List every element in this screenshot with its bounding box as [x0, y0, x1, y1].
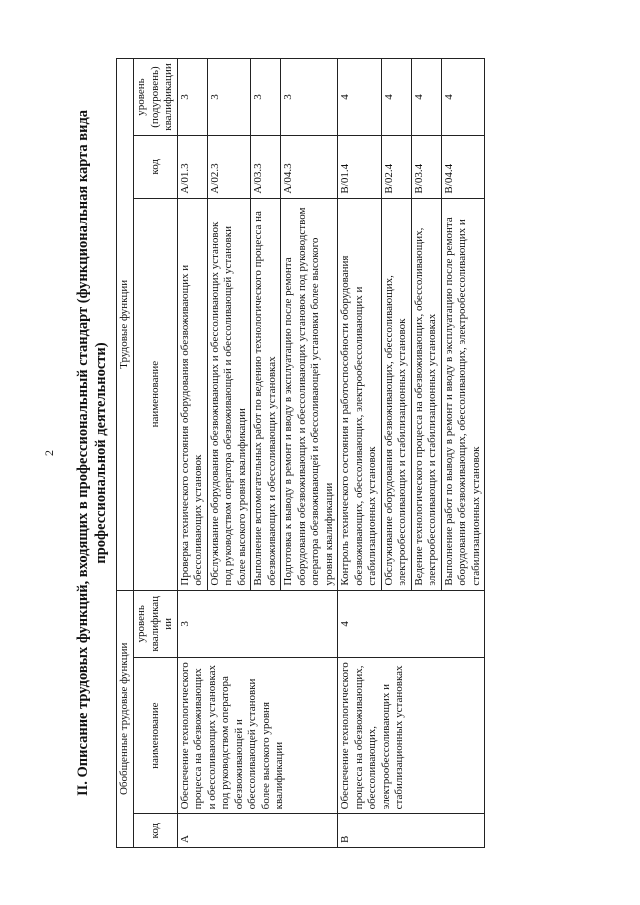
function-name: Подготовка к выводу в ремонт и вводу в эксплуатацию после ремонта оборудования обезвоживающих и обессоливающих установок под руководством оператора обезвоживающей и обессоливающей установки более высокого уровня квалификации: [281, 198, 338, 590]
function-code: A/03.3: [251, 136, 281, 199]
function-name: Выполнение вспомогательных работ по ведению технологического процесса на обезвоживающих и обессоливающих установках: [251, 198, 281, 590]
functional-map-table: [116, 58, 485, 848]
function-code: A/04.3: [281, 136, 338, 199]
table-row: [338, 59, 382, 848]
function-name: Обслуживание оборудования обезвоживающих, обессоливающих, электрообессоливающих и стабилизационных установок: [381, 198, 411, 590]
function-code: A/01.3: [177, 136, 207, 199]
function-level: 4: [381, 59, 411, 136]
header-labor-functions: Трудовые функции: [117, 59, 134, 591]
function-code: B/01.4: [338, 136, 382, 199]
group-level: 3: [177, 590, 338, 657]
title-line-1: II. Описание трудовых функций, входящих в профессиональный стандарт (функциональная карта вида: [75, 109, 91, 797]
function-name: Проверка технического состояния оборудования обезвоживающих и обессоливающих установок: [177, 198, 207, 590]
header-code: код: [134, 814, 178, 848]
function-level: 4: [441, 59, 485, 136]
page-number: 2: [42, 450, 56, 456]
header-tf-name: наименование: [134, 198, 178, 590]
header-name: наименование: [134, 657, 178, 813]
function-level: 3: [177, 59, 207, 136]
group-level: 4: [338, 590, 485, 657]
function-code: A/02.3: [207, 136, 251, 199]
function-level: 4: [411, 59, 441, 136]
header-generalized: Обобщенные трудовые функции: [117, 590, 134, 847]
header-tf-level: уровень (подуровень) квалификации: [134, 59, 178, 136]
function-level: 3: [281, 59, 338, 136]
function-code: B/03.4: [411, 136, 441, 199]
function-name: Выполнение работ по выводу в ремонт и вводу в эксплуатацию после ремонта оборудования обезвоживающих, обессоливающих, электрообессоливающих и стабилизационных установок: [441, 198, 485, 590]
function-level: 3: [207, 59, 251, 136]
header-qual-level: уровень квалификации: [134, 590, 178, 657]
function-code: B/02.4: [381, 136, 411, 199]
group-name: Обеспечение технологического процесса на обезвоживающих и обессоливающих установках под руководством оператора обезвоживающей и обессоливающей установки более высокого уровня квалификации: [177, 657, 338, 813]
group-name: Обеспечение технологического процесса на обезвоживающих, обессоливающих, электрообессоливающих и стабилизационных установках: [338, 657, 485, 813]
function-name: Контроль технического состояния и работоспособности оборудования обезвоживающих, обессоливающих, электрообессоливающих и стабилизационных установок: [338, 198, 382, 590]
table-row: [177, 59, 207, 848]
function-name: Обслуживание оборудования обезвоживающих и обессоливающих установок под руководством оператора обезвоживающей и обессоливающей установки более высокого уровня квалификации: [207, 198, 251, 590]
function-level: 4: [338, 59, 382, 136]
group-code: B: [338, 814, 485, 848]
section-title: [74, 58, 120, 848]
function-name: Ведение технологического процесса на обезвоживающих, обессоливающих, электрообессоливающих и стабилизационных установках: [411, 198, 441, 590]
header-tf-code: код: [134, 136, 178, 199]
title-line-2: профессиональной деятельности): [93, 342, 109, 564]
function-code: B/04.4: [441, 136, 485, 199]
function-level: 3: [251, 59, 281, 136]
group-code: A: [177, 814, 338, 848]
rotated-page: [42, 58, 634, 848]
